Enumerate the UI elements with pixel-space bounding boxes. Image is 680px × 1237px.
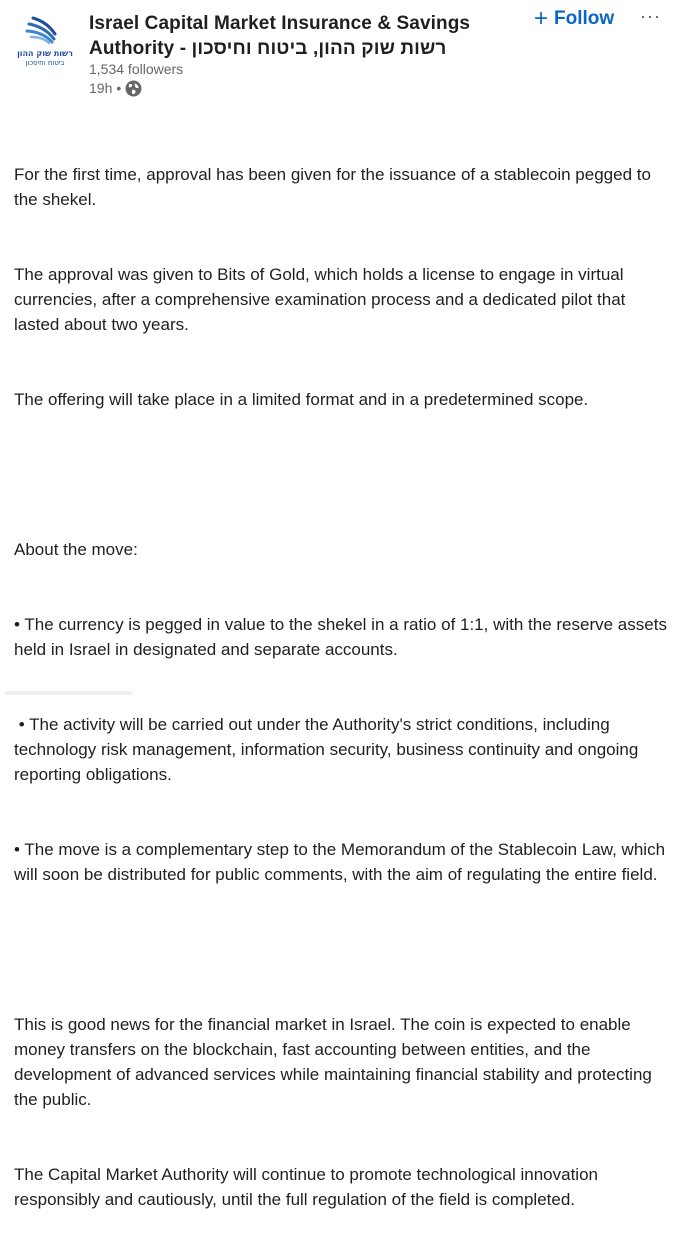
org-name-link[interactable]: [89, 11, 489, 61]
spacer: [14, 937, 674, 962]
bullet-item: • The activity will be carried out under the Authority's strict conditions, including technology risk management, information security, business continuity and ongoing reporting obligations.: [14, 715, 644, 784]
more-options-button[interactable]: ···: [640, 6, 661, 26]
meta-separator: •: [116, 80, 122, 96]
post-header: [0, 0, 680, 100]
org-name-line1: Israel Capital Market Insurance & Savings: [89, 13, 471, 34]
org-logo[interactable]: [15, 12, 75, 72]
post-paragraph: For the first time, approval has been given for the issuance of a stablecoin pegged to the shekel.: [14, 165, 656, 209]
attachment-preview-edge: [5, 691, 133, 695]
org-name-line2: Authority - רשות שוק ההון, ביטוח וחיסכון: [89, 38, 447, 59]
follower-count: 1,534 followers: [89, 61, 184, 77]
about-heading: About the move:: [14, 540, 138, 559]
post-paragraph: The offering will take place in a limited format and in a predetermined scope.: [14, 390, 589, 409]
post-body: [14, 112, 674, 1237]
follow-label: Follow: [554, 8, 615, 29]
bullet-item: • The currency is pegged in value to the shekel in a ratio of 1:1, with the reserve assets held in Israel in designated and separate accounts.: [14, 615, 672, 659]
post-paragraph: This is good news for the financial market in Israel. The coin is expected to enable money transfers on the blockchain, fast accounting between entities, and the development of advanced services while maintaining financial stability and protecting the public.: [14, 1015, 657, 1109]
follow-button[interactable]: [534, 5, 615, 32]
spacer: [14, 462, 674, 487]
post-time: 19h: [89, 80, 113, 96]
svg-text:ביטוח וחיסכון: ביטוח וחיסכון: [25, 59, 65, 67]
plus-icon: +: [534, 5, 549, 32]
post-paragraph: The approval was given to Bits of Gold, which holds a license to engage in virtual currencies, after a comprehensive examination process and a dedicated pilot that lasted about two years.: [14, 265, 631, 334]
bullet-item: • The move is a complementary step to the Memorandum of the Stablecoin Law, which will soon be distributed for public comments, with the aim of regulating the entire field.: [14, 840, 670, 884]
post-meta: [89, 79, 142, 97]
svg-text:רשות שוק ההון: רשות שוק ההון: [17, 49, 73, 58]
globe-icon: [125, 80, 142, 97]
wave-logo-icon: [15, 12, 75, 72]
post-paragraph: The Capital Market Authority will continue to promote technological innovation responsibly and cautiously, until the full regulation of the field is completed.: [14, 1165, 603, 1209]
